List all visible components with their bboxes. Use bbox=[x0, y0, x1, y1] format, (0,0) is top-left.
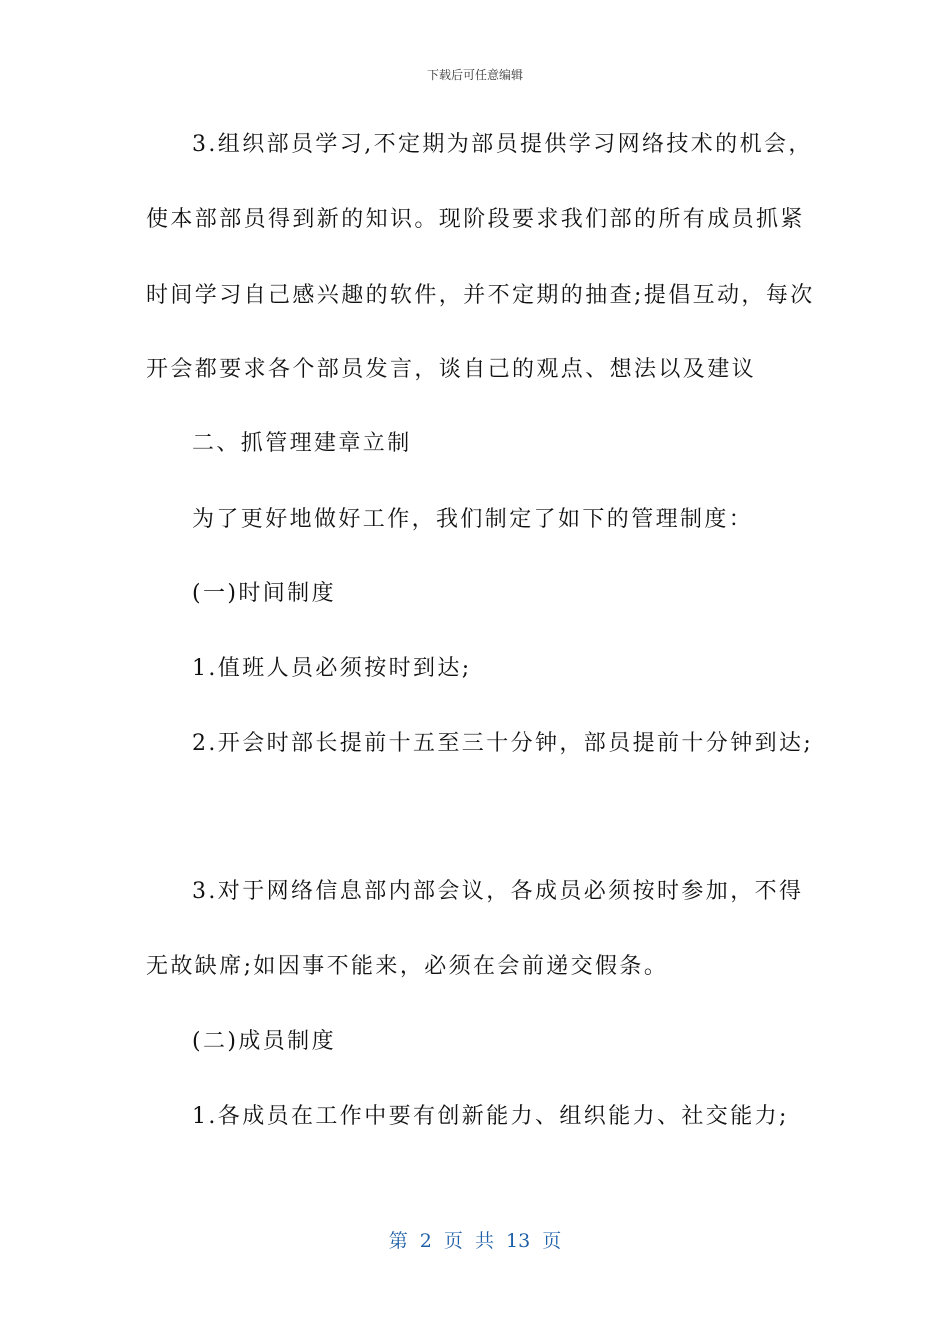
paragraph-line: 开会都要求各个部员发言，谈自己的观点、想法以及建议 bbox=[146, 357, 757, 382]
paragraph-line: 3.组织部员学习,不定期为部员提供学习网络技术的机会， bbox=[192, 132, 813, 157]
paragraph-line: 时间学习自己感兴趣的软件，并不定期的抽查;提倡互动，每次 bbox=[146, 283, 815, 308]
list-item: 1.值班人员必须按时到达; bbox=[192, 656, 472, 681]
list-item: 2.开会时部长提前十五至三十分钟，部员提前十分钟到达; bbox=[192, 731, 814, 756]
section-heading: 二、抓管理建章立制 bbox=[192, 431, 412, 456]
page-number: 第 2 页 共 13 页 bbox=[388, 1230, 562, 1252]
subsection-heading: (一)时间制度 bbox=[192, 581, 336, 606]
header-note: 下载后可任意编辑 bbox=[426, 68, 523, 82]
paragraph-line: 无故缺席;如因事不能来，必须在会前递交假条。 bbox=[146, 954, 669, 979]
list-item: 3.对于网络信息部内部会议，各成员必须按时参加，不得 bbox=[192, 879, 804, 904]
subsection-heading: (二)成员制度 bbox=[192, 1029, 336, 1054]
list-item: 1.各成员在工作中要有创新能力、组织能力、社交能力; bbox=[192, 1104, 789, 1129]
paragraph-line: 为了更好地做好工作，我们制定了如下的管理制度： bbox=[192, 507, 754, 532]
paragraph-line: 使本部部员得到新的知识。现阶段要求我们部的所有成员抓紧 bbox=[146, 207, 805, 232]
